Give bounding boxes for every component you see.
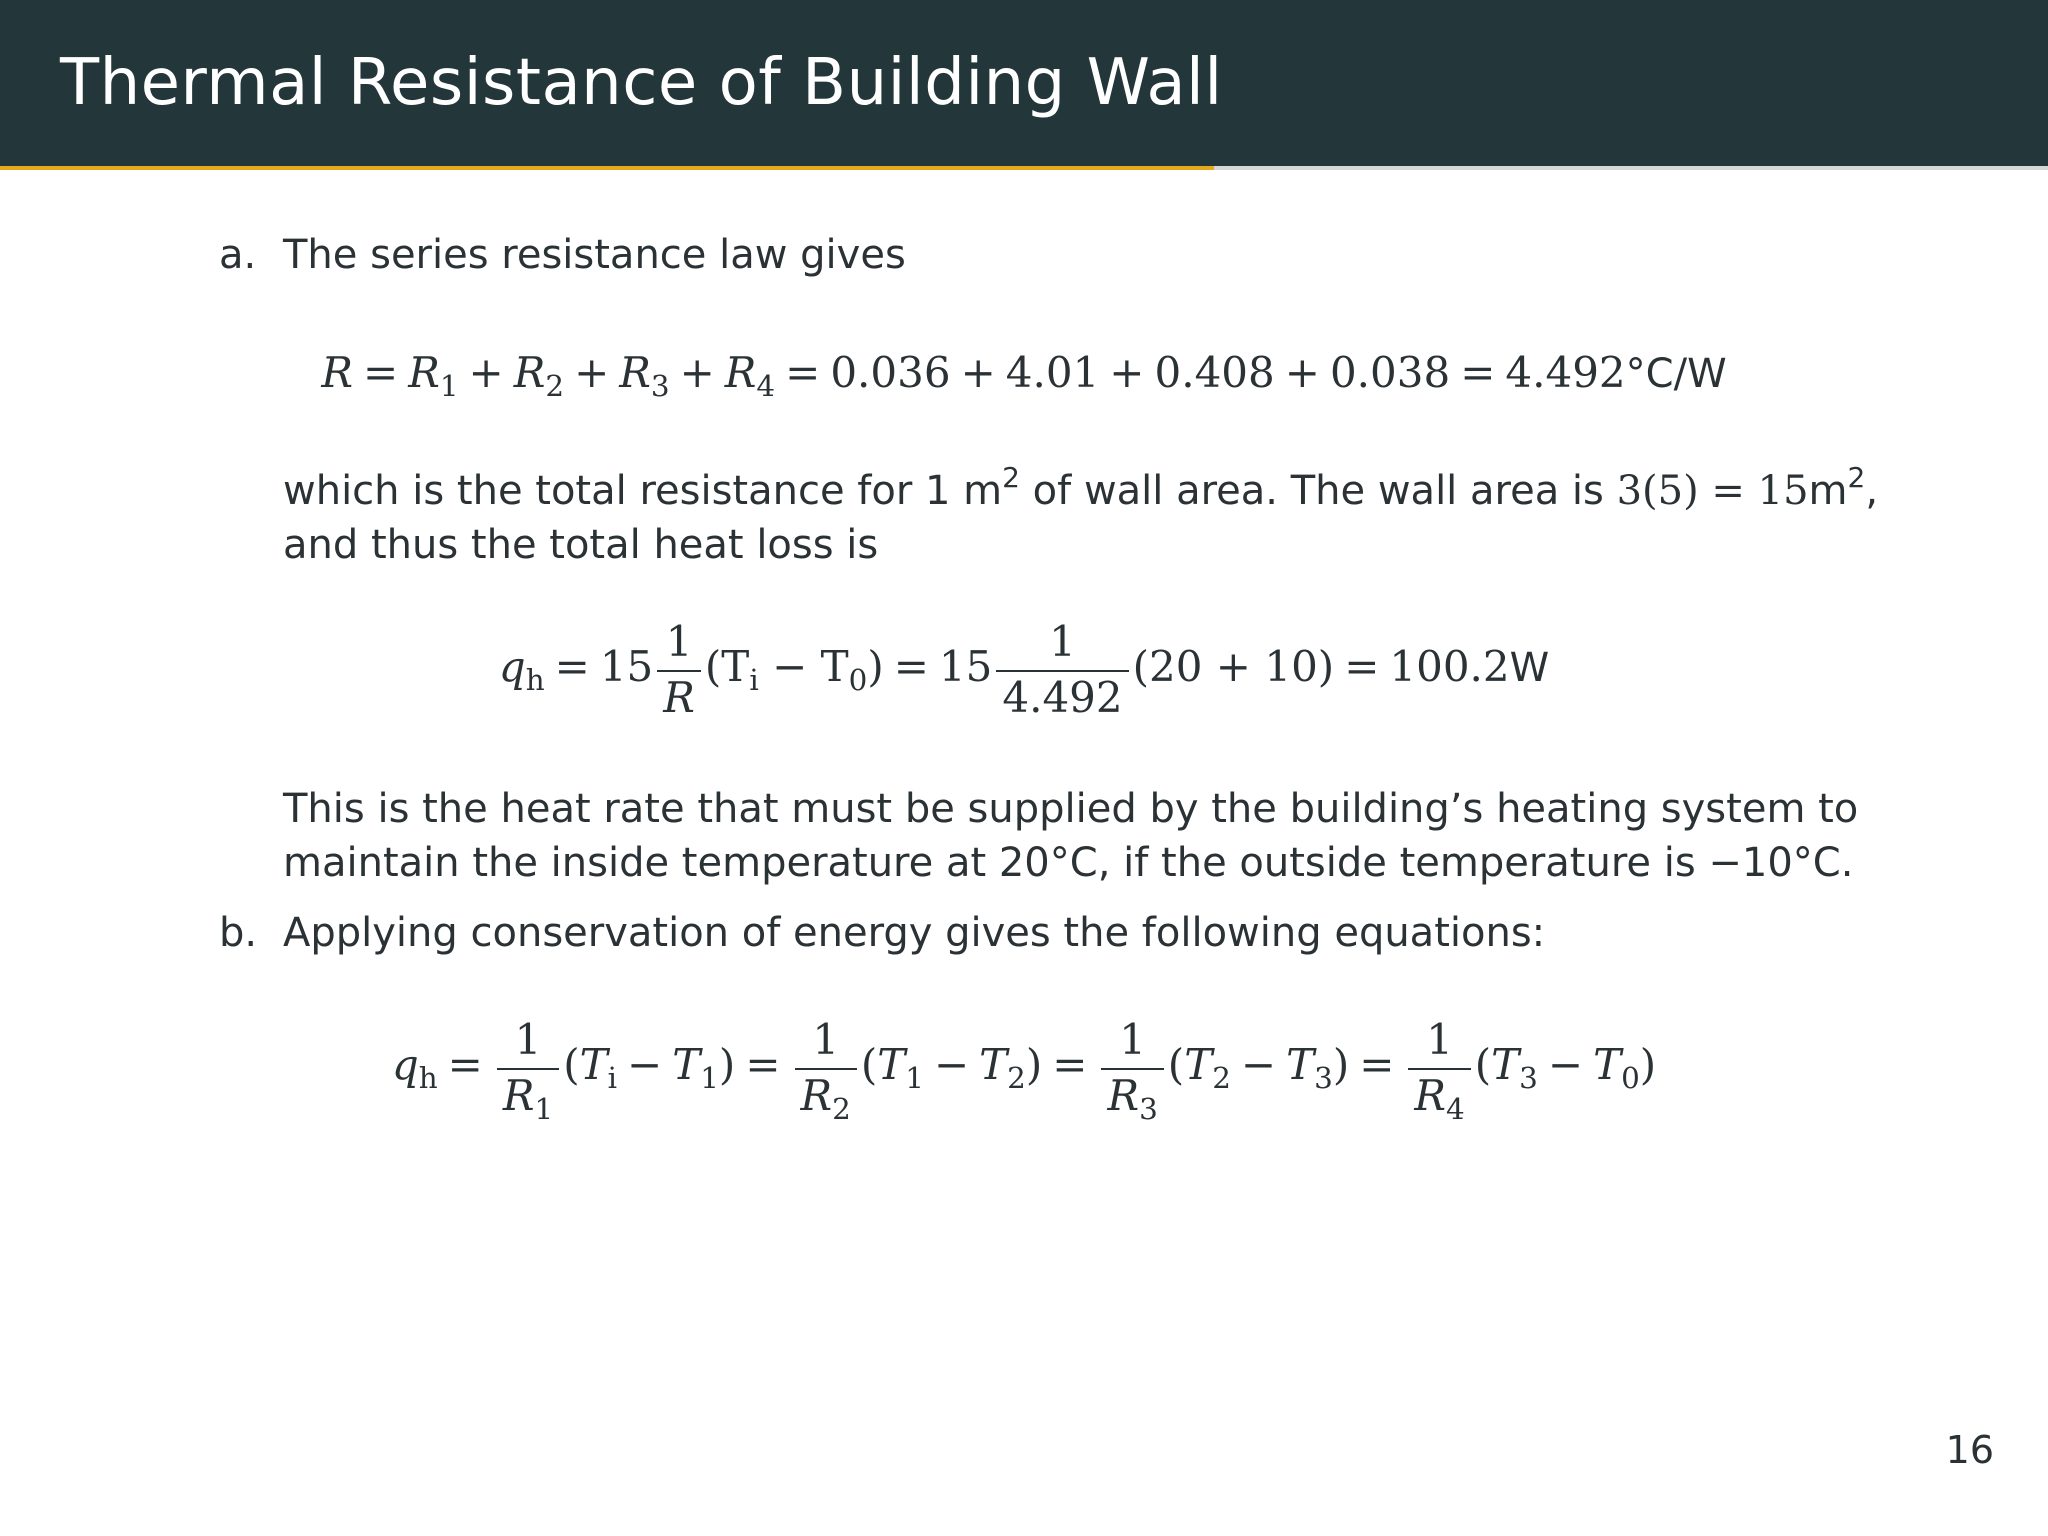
eq3-b-sub-2: 2 (1007, 1060, 1026, 1095)
eq3-frac-num-3: 1 (1101, 1018, 1163, 1070)
eq3-terms (438, 1015, 1657, 1126)
eq3-term-4: = $\frac{1}{R_4}$ $(T_3 - T_0)$ (1359, 1015, 1657, 1126)
eq1-term-1: R (408, 348, 440, 397)
eq3-minus-1: − (627, 1040, 663, 1089)
eq1-term-2-sub: 2 (545, 368, 565, 403)
eq3-frac-den-1: R (502, 1071, 535, 1120)
eq2-frac2-den: 4.492 (1002, 673, 1123, 722)
page-number: 16 (1945, 1428, 1994, 1472)
item-b-intro: Applying conservation of energy gives the following equations: (283, 910, 1546, 956)
eq2-frac2-num: 1 (996, 620, 1128, 672)
eq2-coef: 15 (599, 642, 654, 691)
eq3-frac-den-4: R (1414, 1071, 1447, 1120)
eq3-paren-close-2: ) (1025, 1040, 1043, 1089)
eq1-unit: °C/W (1625, 351, 1727, 397)
equation-heat-loss: $q_h = 15$ $\frac{1}{R}$ $(T_i - T_0) = 15$ $\frac{1}{4.492}$ (20 + 10) = 100.2W (498, 617, 1550, 722)
eq3-a-sub-3: 2 (1212, 1060, 1231, 1095)
eq3-frac-num-2: 1 (795, 1018, 857, 1070)
eq2-lhs-sub: h (525, 662, 545, 697)
eq3-a-sub-1: i (607, 1060, 617, 1095)
list-marker-a: a. (219, 232, 257, 278)
progress-bar (0, 166, 2048, 170)
item-a-line-5: maintain the inside temperature at 20°C, if the outside temperature is −10°C. (283, 840, 1854, 886)
eq3-a-4: T (1491, 1040, 1520, 1089)
eq2-result: 100.2 (1389, 642, 1510, 691)
line2-exp: 2 (1002, 461, 1020, 495)
eq3-a-2: T (877, 1040, 906, 1089)
eq2-paren-1-open: (T (704, 642, 750, 691)
eq3-fraction-3 (1101, 1015, 1163, 1126)
eq3-fraction-4 (1408, 1015, 1470, 1126)
eq2-frac1-den: R (663, 673, 695, 722)
eq3-b-3: T (1286, 1040, 1315, 1089)
eq2-fraction-1 (657, 617, 701, 722)
eq3-frac-den-sub-4: 4 (1446, 1091, 1465, 1126)
eq3-frac-den-3: R (1107, 1071, 1140, 1120)
eq3-term-1: = $\frac{1}{R_1}$ $(T_i - T_1)$ (447, 1015, 736, 1126)
eq2-paren-1-sub2: 0 (848, 662, 868, 697)
eq3-b-4: T (1593, 1040, 1622, 1089)
item-a-intro: The series resistance law gives (283, 232, 906, 278)
eq1-lhs: R (321, 348, 353, 397)
eq3-minus-4: − (1547, 1040, 1584, 1089)
equation-energy-conservation (0, 1015, 2048, 1126)
eq2-paren-1-sub: i (749, 662, 759, 697)
eq1-term-3-sub: 3 (650, 368, 670, 403)
line2-area-unit: m (1808, 468, 1848, 514)
eq1-term-3: R (619, 348, 651, 397)
eq3-paren-open-1: ( (563, 1040, 580, 1089)
line2-pre: which is the total resistance for 1 m (283, 468, 1003, 514)
line2-area-exp: 2 (1847, 461, 1866, 495)
eq3-frac-num-1: 1 (497, 1018, 559, 1070)
eq3-term-3: = $\frac{1}{R_3}$ $(T_2 - T_3)$ (1052, 1015, 1350, 1126)
eq3-frac-den-sub-1: 1 (534, 1091, 554, 1126)
eq3-paren-open-2: ( (860, 1040, 878, 1089)
eq3-b-1: T (672, 1040, 701, 1089)
eq1-term-1-sub: 1 (439, 368, 459, 403)
eq3-fraction-2 (795, 1015, 857, 1126)
slide-title: Thermal Resistance of Building Wall (60, 46, 1223, 120)
eq1-value-4: 0.038 (1329, 348, 1451, 397)
eq2-paren-2: (20 + 10) (1132, 642, 1335, 691)
eq3-paren-close-1: ) (718, 1040, 736, 1089)
eq3-b-sub-3: 3 (1314, 1060, 1333, 1095)
eq3-minus-2: − (933, 1040, 970, 1089)
eq3-b-sub-1: 1 (700, 1060, 719, 1095)
list-marker-b: b. (219, 910, 258, 956)
eq3-frac-den-2: R (800, 1071, 833, 1120)
eq1-result: 4.492 (1505, 348, 1626, 397)
eq3-b-2: T (979, 1040, 1008, 1089)
eq3-paren-close-3: ) (1332, 1040, 1350, 1089)
eq3-paren-close-4: ) (1639, 1040, 1657, 1089)
eq3-frac-den-sub-3: 3 (1139, 1091, 1158, 1126)
eq3-frac-den-sub-2: 2 (832, 1091, 851, 1126)
line2-area-expr: 3(5) = 15 (1616, 468, 1809, 514)
eq1-term-2: R (513, 348, 546, 397)
eq3-b-sub-4: 0 (1621, 1060, 1640, 1095)
eq3-a-sub-4: 3 (1519, 1060, 1538, 1095)
eq3-a-1: T (579, 1040, 608, 1089)
eq3-fraction-1 (497, 1015, 559, 1126)
eq3-paren-open-3: ( (1167, 1040, 1185, 1089)
progress-bar-fill (0, 166, 1214, 170)
eq3-minus-3: − (1240, 1040, 1277, 1089)
eq2-coef-2: 15 (938, 642, 993, 691)
eq1-term-4-sub: 4 (756, 368, 776, 403)
item-a-line-3: and thus the total heat loss is (283, 522, 879, 568)
equation-series-resistance: $R = R_1 + R_2 + R_3 + R_4 = 0.036 + 4.01 + 0.408 + 0.038 = 4.492^\circ C/W$ (321, 348, 1727, 403)
eq1-term-4: R (724, 348, 757, 397)
eq3-a-3: T (1184, 1040, 1213, 1089)
eq3-a-sub-2: 1 (905, 1060, 924, 1095)
item-a-line-4: This is the heat rate that must be supplied by the building’s heating system to (283, 786, 1859, 832)
eq2-lhs: q (498, 642, 526, 691)
eq2-paren-1-close: ) (867, 642, 884, 691)
line2-mid: of wall area. The wall area is (1019, 468, 1617, 514)
line2-end: , (1865, 468, 1879, 514)
eq3-frac-num-4: 1 (1408, 1018, 1470, 1070)
eq1-value-3: 0.408 (1154, 348, 1275, 397)
eq3-term-2: = $\frac{1}{R_2}$ $(T_1 - T_2)$ (745, 1015, 1043, 1126)
eq2-fraction-2 (996, 617, 1128, 722)
eq3-lhs: q (391, 1040, 419, 1089)
item-a-line-2 (283, 461, 1879, 518)
eq2-frac1-num: 1 (657, 620, 701, 672)
eq2-unit: W (1509, 645, 1550, 691)
eq1-value-1: 0.036 (830, 348, 951, 397)
eq3-paren-open-4: ( (1474, 1040, 1492, 1089)
eq1-value-2: 4.01 (1005, 348, 1100, 397)
eq2-paren-1-mid: − T (758, 642, 849, 691)
eq3-lhs-sub: h (418, 1060, 438, 1095)
slide-header (0, 0, 2048, 166)
